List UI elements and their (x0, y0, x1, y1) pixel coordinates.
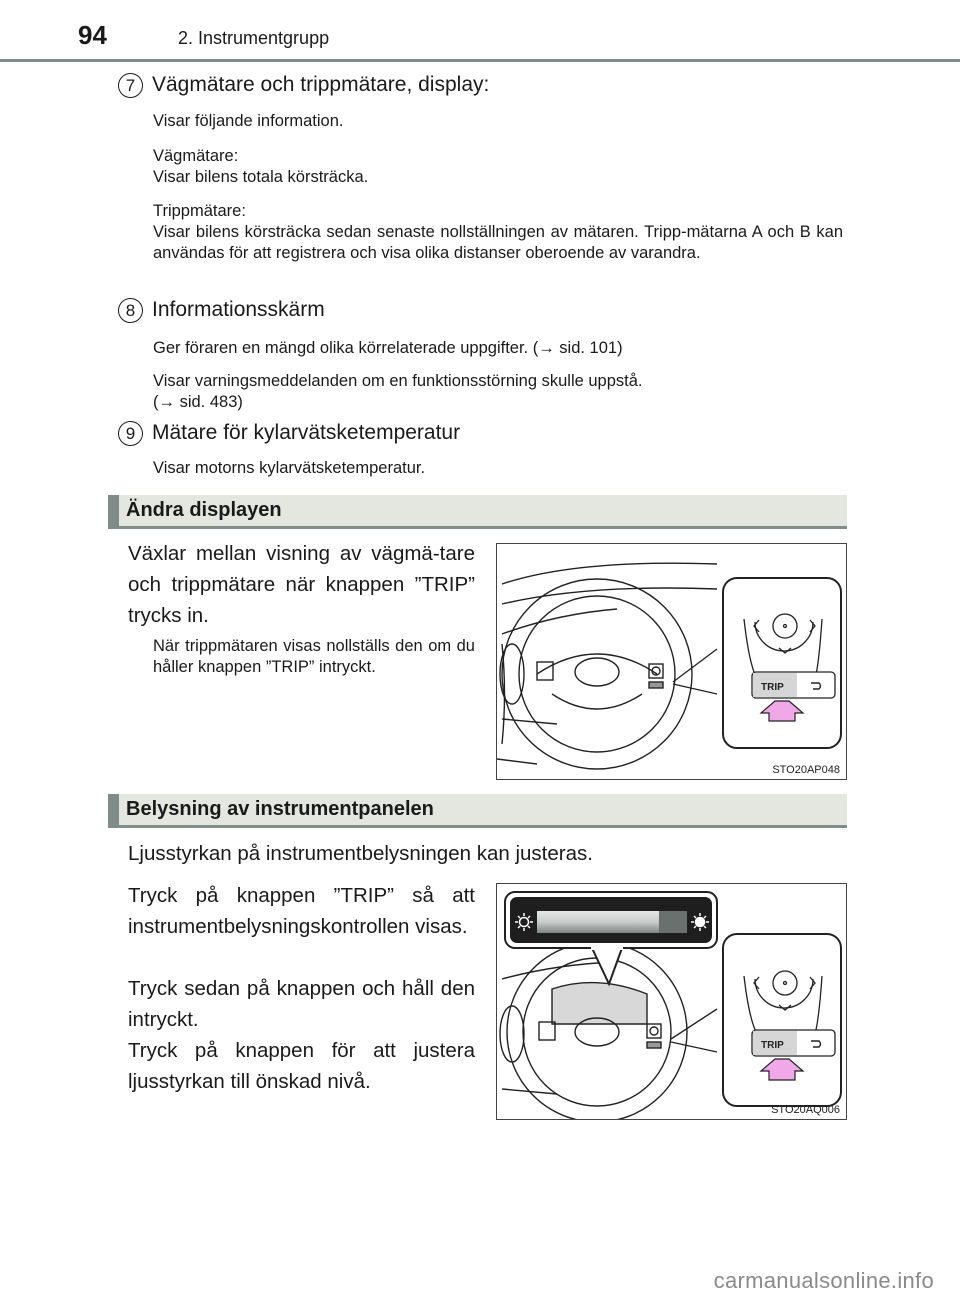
section-heading-panel-lighting: Belysning av instrumentpanelen (108, 794, 847, 828)
steering-wheel-figure-brightness (496, 883, 847, 1120)
item-8-heading (118, 297, 325, 323)
circled-number-7: 7 (118, 73, 143, 98)
figure-code: STO20AP048 (772, 764, 840, 776)
page-number: 94 (78, 20, 107, 50)
page-reference-link[interactable]: (→ sid. 483) (153, 393, 243, 411)
item-paragraph: Vägmätare: (153, 147, 239, 165)
brightness-illustration (497, 884, 847, 1120)
item-paragraph: Ger föraren en mängd olika körrelaterade uppgifter. (→ sid. 101) (153, 339, 623, 357)
figure-code: STO20AQ006 (771, 1104, 840, 1116)
step-text: Tryck sedan på knappen och håll den intryckt. (128, 977, 475, 1031)
item-title: Informationsskärm (152, 298, 325, 321)
steering-wheel-figure-trip (496, 543, 847, 780)
circled-number-9: 9 (118, 421, 143, 446)
header-divider (0, 59, 960, 62)
item-paragraph: Visar bilens totala körsträcka. (153, 168, 369, 186)
watermark: carmanualsonline.info (713, 1268, 934, 1293)
step-text: Tryck på knappen för att justera ljusstyrkan till önskad nivå. (128, 1039, 475, 1093)
steering-wheel-illustration (497, 544, 847, 780)
trip-button-label: TRIP (761, 682, 784, 693)
chapter-title: 2. Instrumentgrupp (178, 28, 330, 48)
item-paragraph: Visar varningsmeddelanden om en funktionsstörning skulle uppstå. (153, 372, 643, 390)
trip-button-label: TRIP (761, 1040, 784, 1051)
section-note-text: När trippmätaren visas nollställs den om du håller knappen ”TRIP” intryckt. (153, 637, 475, 676)
item-paragraph: Visar följande information. (153, 112, 344, 130)
item-9-heading (118, 420, 460, 446)
item-title: Mätare för kylarvätsketemperatur (152, 421, 461, 444)
item-title: Vägmätare och trippmätare, display: (152, 73, 490, 96)
item-7-heading (118, 72, 489, 98)
circled-number-8: 8 (118, 298, 143, 323)
item-paragraph: Visar bilens körsträcka sedan senaste nollställningen av mätaren. Tripp-mätarna A och B kan användas för att registrera och visa olika distanser oberoende av varandra. (153, 223, 843, 262)
item-paragraph: Trippmätare: (153, 202, 246, 220)
step-text: Tryck på knappen ”TRIP” så att instrumentbelysningskontrollen visas. (128, 884, 475, 938)
item-paragraph: Visar motorns kylarvätsketemperatur. (153, 459, 426, 477)
section-main-text: Växlar mellan visning av vägmä-tare och trippmätare när knappen ”TRIP” trycks in. (128, 542, 475, 627)
section-heading-change-display: Ändra displayen (108, 495, 847, 529)
section-intro-text: Ljusstyrkan på instrumentbelysningen kan justeras. (128, 842, 593, 865)
